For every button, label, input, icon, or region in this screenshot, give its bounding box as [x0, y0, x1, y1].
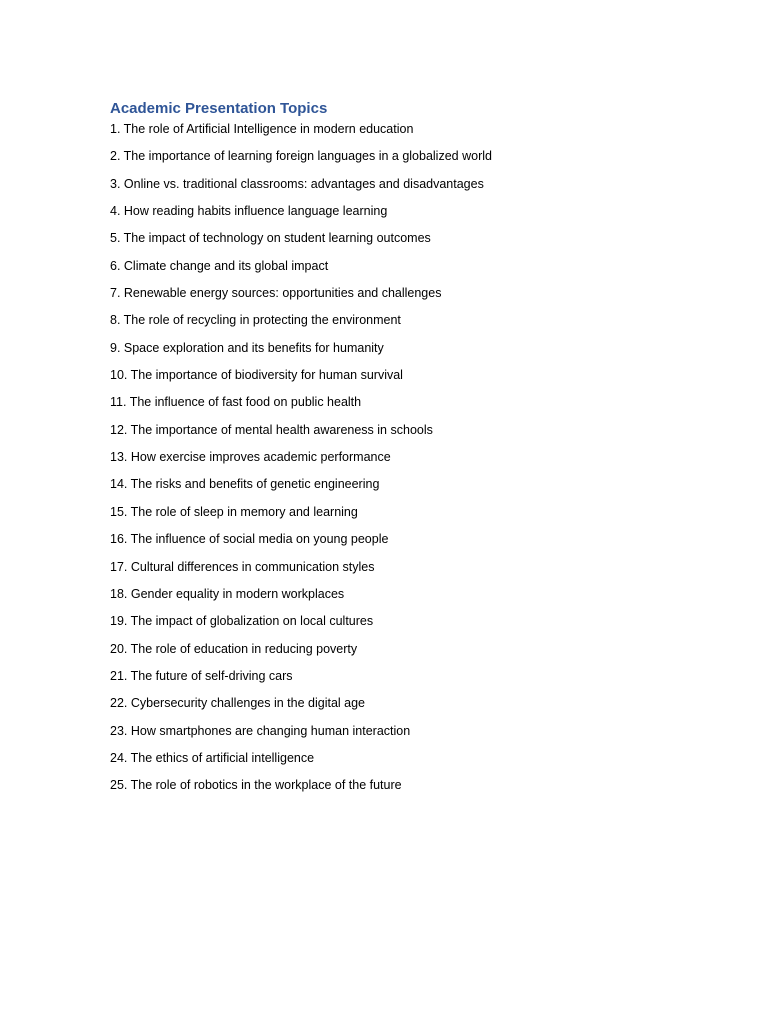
topic-item: 6. Climate change and its global impact — [110, 258, 329, 273]
page-title: Academic Presentation Topics — [110, 100, 328, 117]
topic-item: 4. How reading habits influence language learning — [110, 204, 388, 219]
topic-item: 20. The role of education in reducing poverty — [110, 641, 358, 656]
topic-item: 2. The importance of learning foreign languages in a globalized world — [110, 149, 492, 164]
topic-item: 15. The role of sleep in memory and learning — [110, 504, 358, 519]
topic-list — [110, 119, 710, 795]
topic-item: 22. Cybersecurity challenges in the digital age — [110, 696, 366, 711]
topic-item: 3. Online vs. traditional classrooms: advantages and disadvantages — [110, 176, 484, 191]
topic-item: 21. The future of self-driving cars — [110, 668, 293, 683]
topic-item: 19. The impact of globalization on local cultures — [110, 614, 374, 629]
topic-item: 11. The influence of fast food on public health — [110, 395, 362, 410]
topic-item: 5. The impact of technology on student learning outcomes — [110, 231, 431, 246]
document-content — [110, 99, 710, 803]
topic-item: 13. How exercise improves academic performance — [110, 450, 391, 465]
topic-item: 16. The influence of social media on young people — [110, 532, 389, 547]
topic-item: 1. The role of Artificial Intelligence in modern education — [110, 122, 414, 136]
topic-item: 24. The ethics of artificial intelligence — [110, 750, 315, 765]
topic-item: 12. The importance of mental health awareness in schools — [110, 422, 433, 437]
topic-item: 7. Renewable energy sources: opportunities and challenges — [110, 286, 442, 301]
topic-item: 25. The role of robotics in the workplace of the future — [110, 778, 402, 793]
topic-item: 14. The risks and benefits of genetic engineering — [110, 477, 380, 492]
topic-item: 17. Cultural differences in communication styles — [110, 559, 375, 574]
topic-item: 23. How smartphones are changing human interaction — [110, 723, 411, 738]
topic-item: 18. Gender equality in modern workplaces — [110, 586, 345, 601]
topic-item: 9. Space exploration and its benefits for humanity — [110, 340, 384, 355]
topic-item: 10. The importance of biodiversity for human survival — [110, 368, 403, 383]
topic-item: 8. The role of recycling in protecting the environment — [110, 313, 401, 328]
